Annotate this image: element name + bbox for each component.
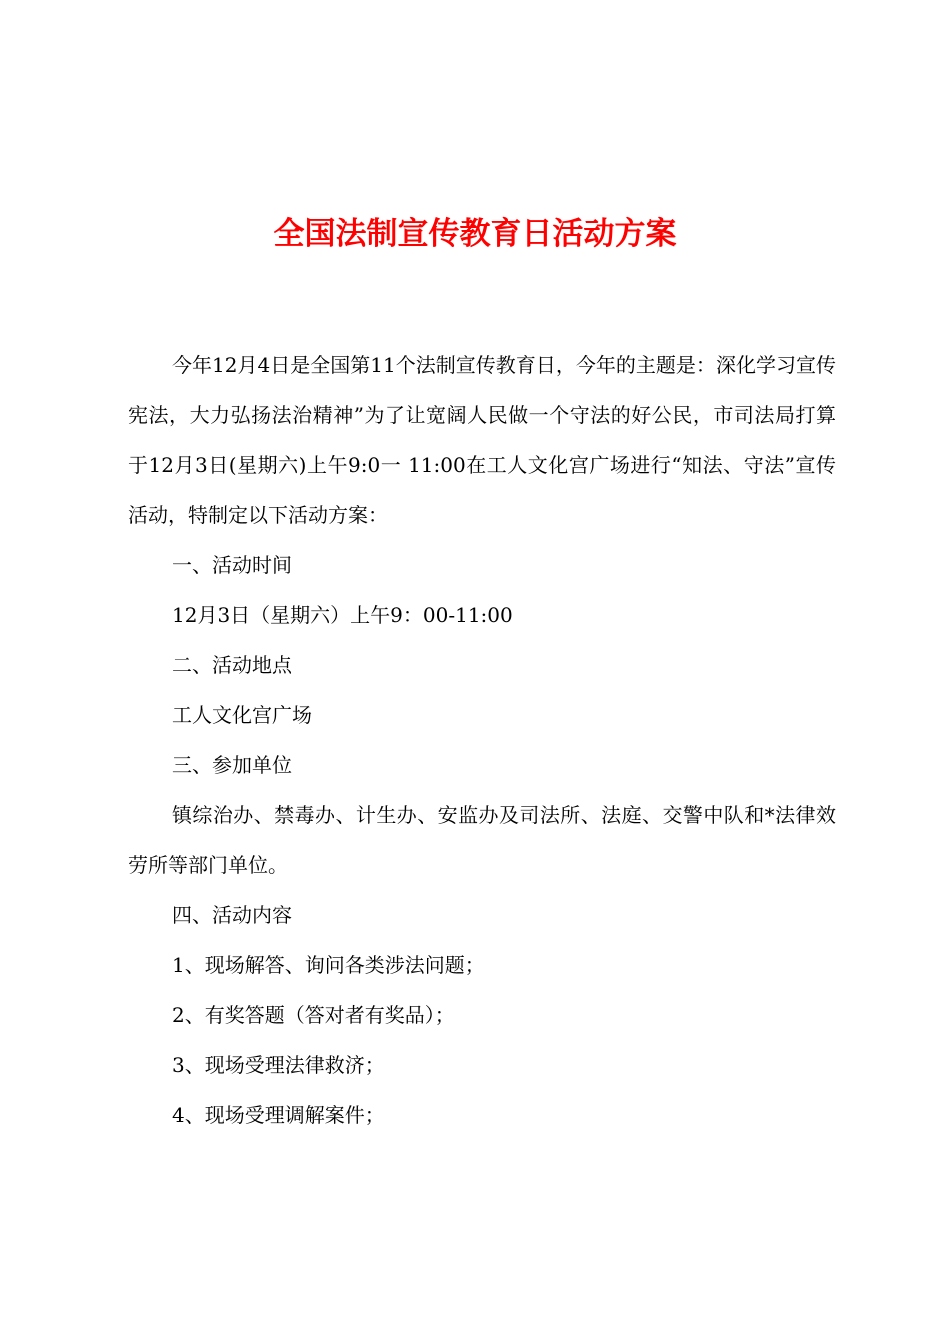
section-heading-time: 一、活动时间 [172, 553, 292, 577]
intro-paragraph: 今年12月4日是全国第11个法制宣传教育日，今年的主题是：深化学习宣传宪法，大力弘扬法治精神”为了让宽阔人民做一个守法的好公民，市司法局打算于12月3日(星期六)上午9:0一 11:00在工人文化宫广场进行“知法、守法”宣传活动，特制定以下活动方案： [128, 353, 836, 527]
section-heading-content: 四、活动内容 [172, 903, 292, 927]
content-item: 2、有奖答题（答对者有奖品）； [172, 1003, 455, 1027]
participating-units: 镇综治办、禁毒办、计生办、安监办及司法所、法庭、交警中队和*法律效劳所等部门单位。 [128, 803, 836, 877]
section-heading-place: 二、活动地点 [172, 653, 292, 677]
content-item: 4、现场受理调解案件； [172, 1103, 385, 1127]
document-title: 全国法制宣传教育日活动方案 [273, 216, 677, 252]
content-item: 3、现场受理法律救济； [172, 1053, 385, 1077]
document-body [128, 340, 836, 1140]
content-item: 1、现场解答、询问各类涉法问题； [172, 953, 485, 977]
activity-time: 12月3日（星期六）上午9：00-11:00 [172, 603, 513, 627]
activity-place: 工人文化宫广场 [172, 703, 312, 727]
section-heading-units: 三、参加单位 [172, 753, 292, 777]
